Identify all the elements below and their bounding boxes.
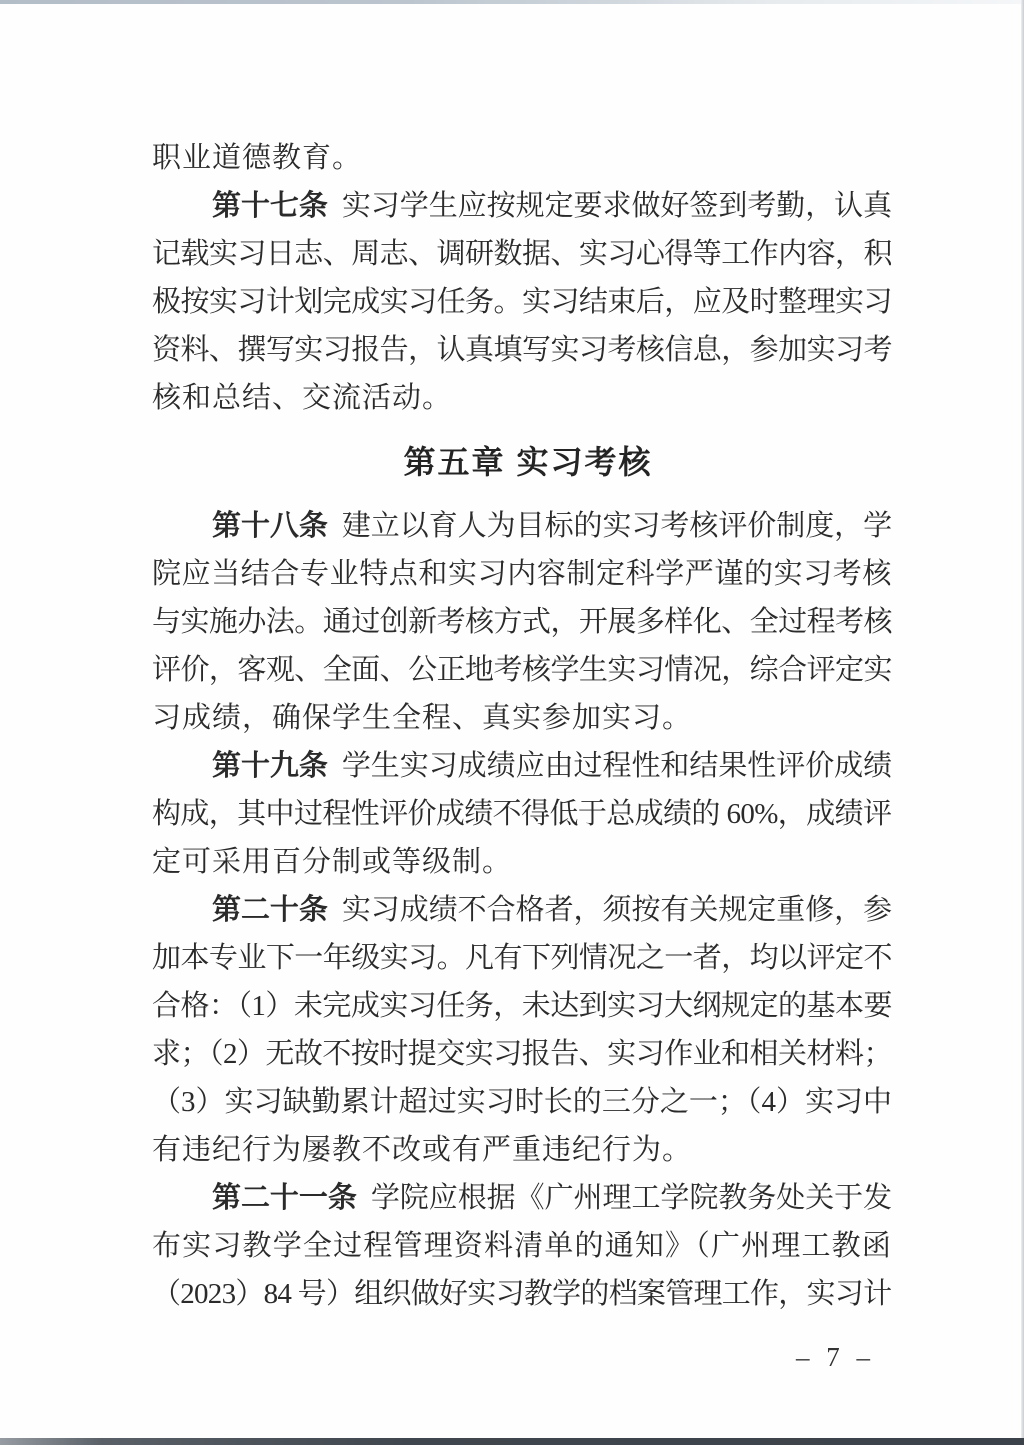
article-line (152, 502, 892, 550)
line-text: 合格：（1）未完成实习任务，未达到实习大纲规定的基本要 (152, 990, 892, 1022)
body-line (152, 1270, 892, 1318)
article-number: 第二十一条 (212, 1182, 357, 1214)
article-number: 第十九条 (212, 750, 328, 782)
scan-edge-bottom (0, 1438, 1024, 1445)
body-line (152, 838, 892, 886)
body-line (152, 374, 892, 422)
body-line (152, 790, 892, 838)
line-text: （3）实习缺勤累计超过实习时长的三分之一；（4）实习中 (152, 1086, 893, 1118)
body-line (152, 1126, 892, 1174)
line-text: 布实习教学全过程管理资料清单的通知》（广州理工教函 (152, 1230, 893, 1262)
line-text: 记载实习日志、周志、调研数据、实习心得等工作内容，积 (152, 238, 892, 270)
line-text: 定可采用百分制或等级制。 (152, 846, 513, 878)
line-text: 构成，其中过程性评价成绩不得低于总成绩的 60%，成绩评 (152, 798, 892, 830)
body-line (152, 326, 892, 374)
line-text: 院应当结合专业特点和实习内容制定科学严谨的实习考核 (152, 558, 893, 590)
body-line (152, 230, 892, 278)
body-line (152, 134, 892, 182)
line-text: 实习学生应按规定要求做好签到考勤，认真 (341, 190, 893, 222)
line-text: 求；（2）无故不按时提交实习报告、实习作业和相关材料； (152, 1038, 892, 1070)
article-line (152, 182, 892, 230)
line-text: 学院应根据《广州理工学院教务处关于发 (370, 1182, 893, 1214)
line-text: 评价，客观、全面、公正地考核学生实习情况，综合评定实 (152, 654, 892, 686)
line-text: 加本专业下一年级实习。凡有下列情况之一者，均以评定不 (152, 942, 892, 974)
line-text: （2023）84 号）组织做好实习教学的档案管理工作，实习计 (152, 1278, 892, 1310)
article-line (152, 742, 892, 790)
article-line (152, 1174, 892, 1222)
line-text: 核和总结、交流活动。 (152, 382, 453, 414)
body-line (152, 1222, 892, 1270)
line-text: 建立以育人为目标的实习考核评价制度，学 (341, 510, 893, 542)
body-line (152, 278, 892, 326)
text-block (152, 134, 892, 1318)
line-text: 资料、撰写实习报告，认真填写实习考核信息，参加实习考 (152, 334, 892, 366)
body-line (152, 598, 892, 646)
line-text: 学生实习成绩应由过程性和结果性评价成绩 (341, 750, 893, 782)
line-text: 习成绩，确保学生全程、真实参加实习。 (152, 702, 693, 734)
article-line (152, 886, 892, 934)
article-number: 第十七条 (212, 190, 328, 222)
chapter-heading: 第五章 实习考核 (403, 444, 653, 480)
body-line (152, 1030, 892, 1078)
article-number: 第二十条 (212, 894, 328, 926)
body-line (152, 934, 892, 982)
body-line (152, 694, 892, 742)
article-number: 第十八条 (212, 510, 328, 542)
body-line (152, 1078, 892, 1126)
body-line (152, 982, 892, 1030)
body-line (152, 550, 892, 598)
line-text: 实习成绩不合格者，须按有关规定重修，参 (341, 894, 893, 926)
line-text: 极按实习计划完成实习任务。实习结束后，应及时整理实习 (152, 286, 892, 318)
line-text: 有违纪行为屡教不改或有严重违纪行为。 (152, 1134, 693, 1166)
page-number: – 7 – (796, 1342, 875, 1372)
body-line (152, 646, 892, 694)
scan-edge-top (0, 0, 1024, 4)
line-text: 与实施办法。通过创新考核方式，开展多样化、全过程考核 (152, 606, 892, 638)
line-text: 职业道德教育。 (152, 142, 363, 174)
